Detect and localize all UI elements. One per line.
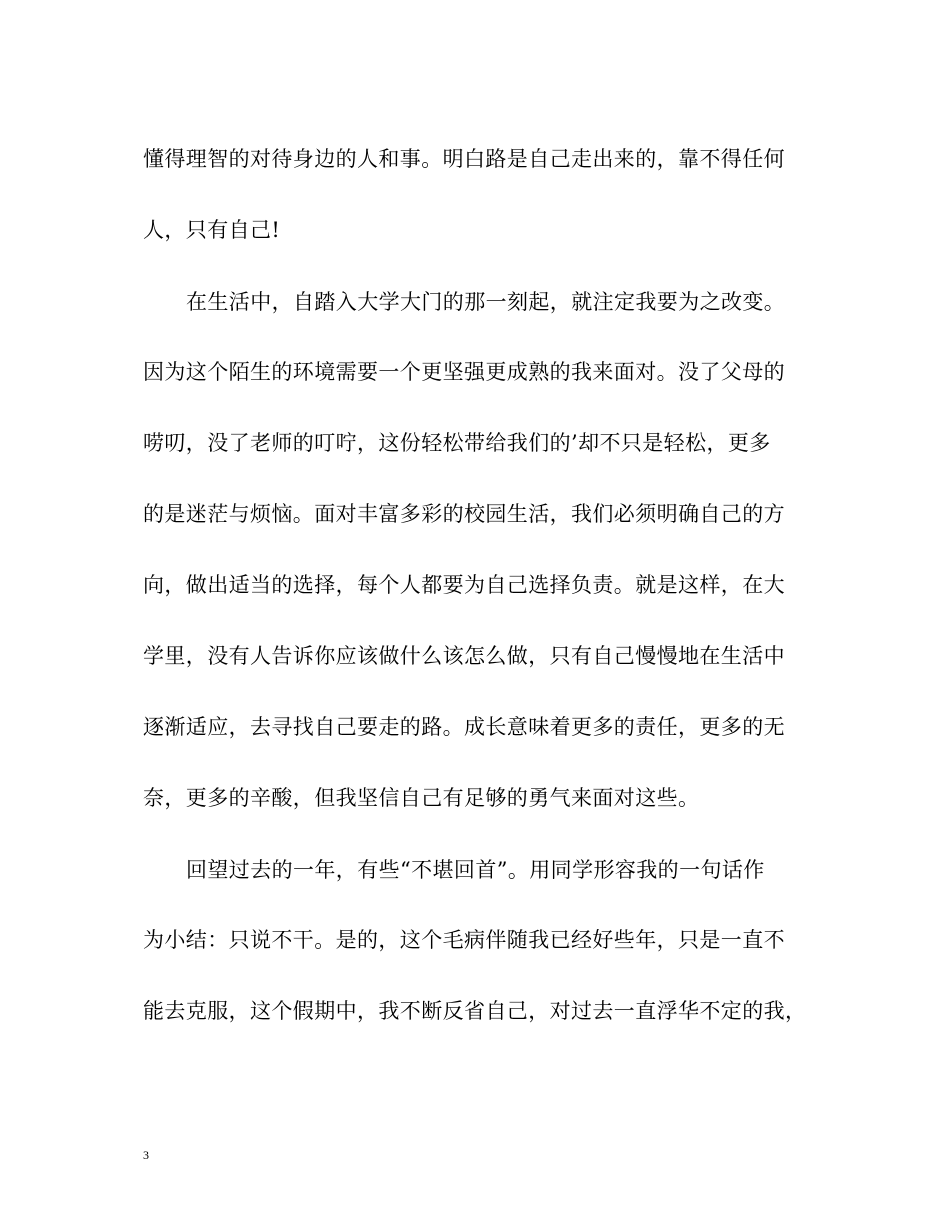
text-line-13: 能去克服，这个假期中，我不断反省自己，对过去一直浮华不定的我， bbox=[143, 999, 807, 1023]
page-number: 3 bbox=[143, 1148, 149, 1162]
text-line-11: 回望过去的一年，有些“不堪回首”。用同学形容我的一句话作 bbox=[186, 858, 765, 882]
text-line-8: 学里，没有人告诉你应该做什么该怎么做，只有自己慢慢地在生活中 bbox=[143, 644, 785, 668]
text-line-6: 的是迷茫与烦恼。面对丰富多彩的校园生活，我们必须明确自己的方 bbox=[143, 502, 785, 526]
text-line-12: 为小结：只说不干。是的，这个毛病伴随我已经好些年，只是一直不 bbox=[143, 928, 785, 952]
text-line-7: 向，做出适当的选择，每个人都要为自己选择负责。就是这样，在大 bbox=[143, 573, 785, 597]
text-line-3: 在生活中，自踏入大学大门的那一刻起，就注定我要为之改变。 bbox=[186, 290, 786, 314]
text-line-10: 奈，更多的辛酸，但我坚信自己有足够的勇气来面对这些。 bbox=[143, 786, 700, 810]
text-line-4: 因为这个陌生的环境需要一个更坚强更成熟的我来面对。没了父母的 bbox=[143, 360, 785, 384]
text-line-9: 逐渐适应，去寻找自己要走的路。成长意味着更多的责任，更多的无 bbox=[143, 715, 785, 739]
text-line-1: 懂得理智的对待身边的人和事。明白路是自己走出来的，靠不得任何 bbox=[143, 147, 785, 171]
text-line-2: 人，只有自己! bbox=[143, 218, 281, 242]
text-line-5: 唠叨，没了老师的叮咛，这份轻松带给我们的’却不只是轻松，更多 bbox=[143, 431, 771, 455]
